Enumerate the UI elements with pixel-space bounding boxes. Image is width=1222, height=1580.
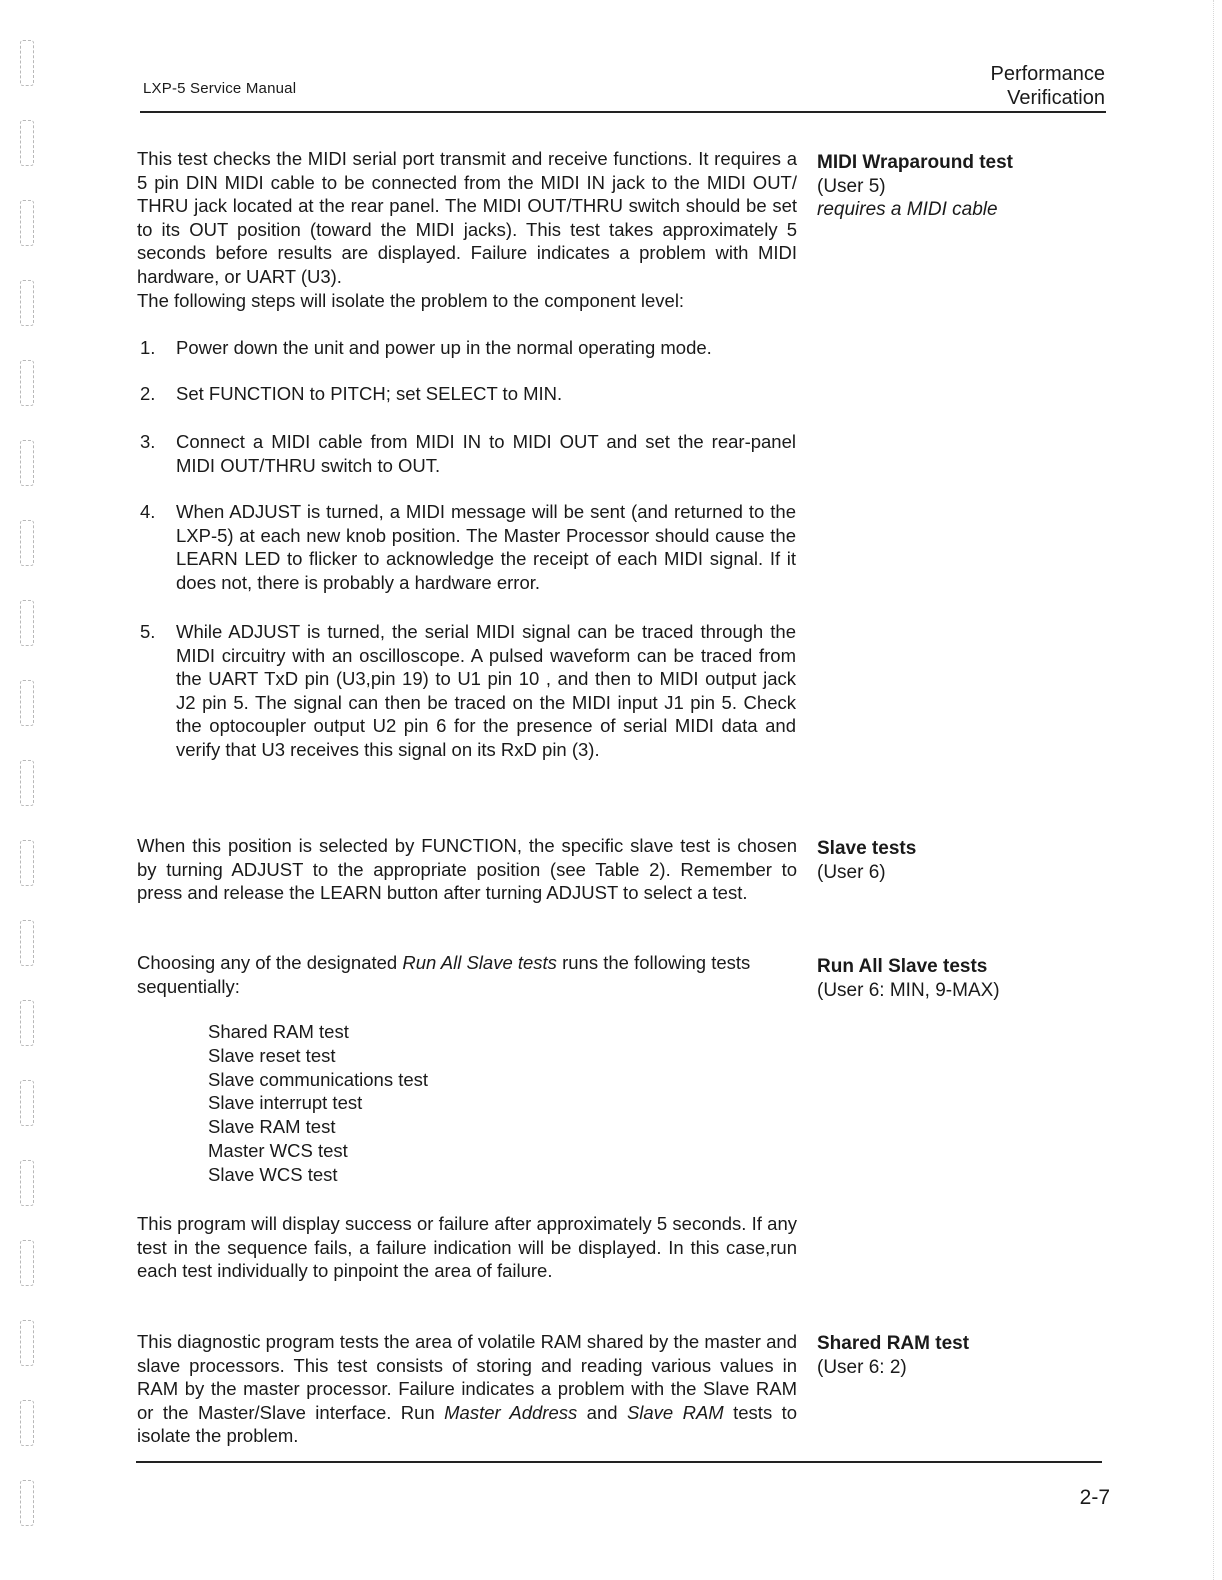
- binder-hole: [20, 1080, 34, 1126]
- binder-hole: [20, 1160, 34, 1206]
- shared-ram-text-a: This diagnostic program tests the area of volatile RAM shared by the master and slave processors. This test consists of storing and reading various values in RAM by the master processor. Failure indicates a problem with the Slave RAM or the Master/Slave interface. Run: [137, 1331, 797, 1423]
- step-number: 5.: [140, 621, 156, 642]
- binder-hole: [20, 120, 34, 166]
- shared-ram-em-2: Slave RAM: [626, 1401, 724, 1423]
- shared-ram-em-1: Master Address: [444, 1401, 578, 1423]
- midi-test-user: (User 5): [817, 175, 886, 197]
- header-rule: [140, 111, 1106, 113]
- midi-test-title: MIDI Wraparound test: [817, 152, 1013, 173]
- binder-hole: [20, 1480, 34, 1526]
- step-number: 1.: [140, 337, 156, 358]
- binder-hole: [20, 840, 34, 886]
- page-number: 2-7: [1079, 1486, 1110, 1509]
- list-item: Slave WCS test: [208, 1163, 338, 1185]
- test-list: [208, 1020, 428, 1187]
- step-number: 4.: [140, 501, 156, 522]
- section-title-line2: Verification: [1007, 87, 1105, 109]
- list-item: Slave reset test: [208, 1044, 336, 1066]
- binder-hole: [20, 680, 34, 726]
- midi-intro: [137, 147, 797, 312]
- run-all-text-b: runs the following tests sequentially:: [137, 952, 751, 997]
- section-title: [991, 62, 1106, 110]
- binder-hole: [20, 920, 34, 966]
- list-item: Slave RAM test: [208, 1116, 336, 1138]
- footer-rule: [136, 1461, 1102, 1463]
- step-number: 3.: [140, 431, 156, 452]
- run-all-text: [137, 951, 797, 998]
- shared-ram-text: [137, 1330, 797, 1448]
- page-edge: [1212, 0, 1214, 1580]
- binder-hole: [20, 1000, 34, 1046]
- step-text: Power down the unit and power up in the normal operating mode.: [176, 337, 712, 358]
- binder-hole: [20, 760, 34, 806]
- shared-ram-text-b: and: [577, 1401, 627, 1423]
- slave-test-user: (User 6): [817, 861, 886, 883]
- shared-ram-text-c: tests to isolate the problem.: [137, 1401, 798, 1447]
- shared-ram-sidebar: [817, 1332, 1107, 1379]
- step-text: While ADJUST is turned, the serial MIDI signal can be traced through the MIDI circuitry with an oscilloscope. A pulsed waveform can be traced from the UART TxD pin (U3,pin 19) to U1 pin 10 , and then to MIDI output jack J2 pin 5. The signal can then be traced on the MIDI input J1 pin 5. Check the optocoupler output U2 pin 6 for the presence of serial MIDI data and verify that U3 receives this signal on its RxD pin (3).: [176, 621, 796, 760]
- midi-sidebar: [817, 151, 1107, 222]
- slave-sidebar: [817, 837, 1107, 884]
- binder-hole: [20, 440, 34, 486]
- run-all-text-a: Choosing any of the designated: [137, 952, 403, 973]
- shared-ram-title: Shared RAM test: [817, 1333, 970, 1354]
- midi-lead-text: The following steps will isolate the problem to the component level:: [137, 289, 685, 311]
- run-all-user: (User 6: MIN, 9-MAX): [817, 979, 1000, 1001]
- binder-hole: [20, 1240, 34, 1286]
- binder-hole: [20, 520, 34, 566]
- list-item: Shared RAM test: [208, 1021, 349, 1042]
- run-all-title: Run All Slave tests: [817, 956, 988, 977]
- step-text: Set FUNCTION to PITCH; set SELECT to MIN.: [176, 383, 563, 404]
- manual-title: LXP-5 Service Manual: [143, 80, 297, 97]
- run-all-sidebar: [817, 955, 1107, 1002]
- run-all-closing: This program will display success or failure after approximately 5 seconds. If any test in the sequence fails, a failure indication will be displayed. In this case,run each test individually to pinpoint the area of failure.: [137, 1213, 797, 1282]
- midi-test-note: requires a MIDI cable: [817, 199, 998, 221]
- binder-hole: [20, 600, 34, 646]
- list-item: Master WCS test: [208, 1139, 348, 1161]
- shared-ram-user: (User 6: 2): [817, 1356, 907, 1378]
- binder-hole: [20, 1400, 34, 1446]
- binder-hole: [20, 40, 34, 86]
- slave-text: When this position is selected by FUNCTION, the specific slave test is chosen by turning ADJUST to the appropriate position (see Table 2). Remember to press and release the LEARN button after turning ADJUST to select a test.: [137, 835, 797, 904]
- step-text: When ADJUST is turned, a MIDI message will be sent (and returned to the LXP-5) at each new knob position. The Master Processor should cause the LEARN LED to flicker to acknowledge the receipt of each MIDI signal. If it does not, there is probably a hardware error.: [176, 501, 796, 593]
- list-item: Slave communications test: [208, 1068, 429, 1090]
- slave-test-title: Slave tests: [817, 838, 917, 859]
- binder-hole: [20, 200, 34, 246]
- list-item: Slave interrupt test: [208, 1092, 363, 1114]
- binder-hole: [20, 360, 34, 406]
- binder-hole: [20, 280, 34, 326]
- step-text: Connect a MIDI cable from MIDI IN to MIDI OUT and set the rear-panel MIDI OUT/THRU switch to OUT.: [176, 431, 796, 476]
- section-title-line1: Performance: [990, 63, 1105, 85]
- midi-intro-text: This test checks the MIDI serial port transmit and receive functions. It requires a 5 pin DIN MIDI cable to be connected from the MIDI IN jack to the MIDI OUT/ THRU jack located at the rear panel. The MIDI OUT/THRU switch should be set to its OUT position (toward the MIDI jacks). This test takes approximately 5 seconds before results are displayed. Failure indicates a problem with MIDI hardware, or UART (U3).: [137, 148, 797, 287]
- binder-holes: [16, 30, 40, 1550]
- binder-hole: [20, 1320, 34, 1366]
- run-all-text-em: Run All Slave tests: [402, 952, 557, 973]
- step-number: 2.: [140, 383, 156, 404]
